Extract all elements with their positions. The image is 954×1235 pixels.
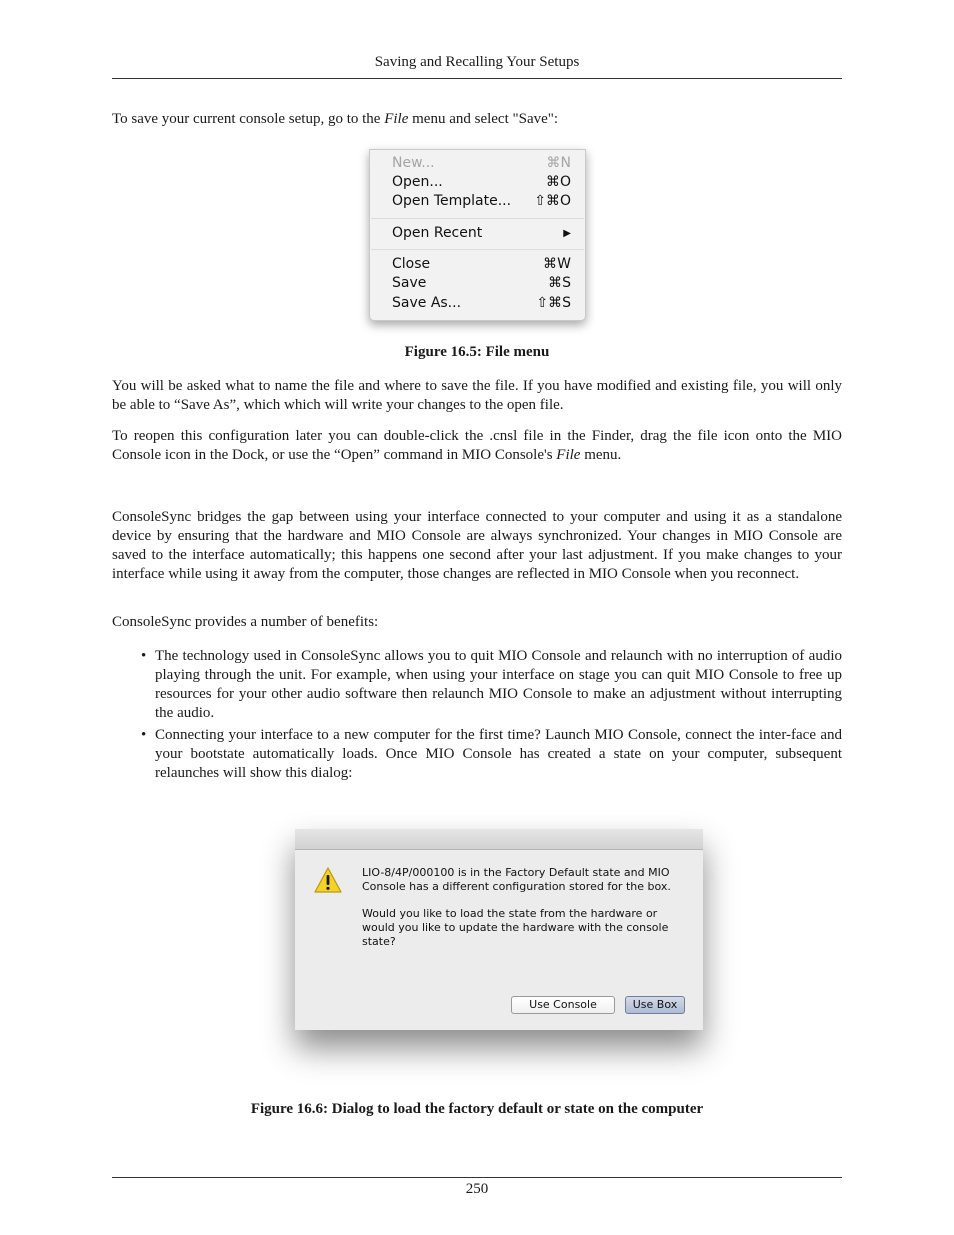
footer-rule xyxy=(112,1177,842,1178)
menu-item-label: Save As... xyxy=(392,295,462,311)
intro-paragraph xyxy=(112,110,842,129)
menu-item-label: Save xyxy=(392,275,427,291)
menu-item-shortcut: ⇧⌘O xyxy=(534,193,571,209)
reopen-file-emphasis: File xyxy=(556,447,581,463)
menu-item-shortcut: ⌘W xyxy=(543,256,571,272)
menu-item-shortcut: ⌘S xyxy=(548,275,571,291)
consolesync-dialog-screenshot xyxy=(295,829,703,1030)
reopen-text-before: To reopen this configuration later you can double-click the .cnsl file in the Finder, drag the file icon onto the MIO Console icon in the Dock, or use the “Open” command in MIO Console's xyxy=(112,428,842,463)
list-item: • Connecting your interface to a new computer for the first time? Launch MIO Console, connect the inter-face and your bootstate automatically loads. Once MIO Console has created a state on your computer, subsequent relaunches will show this dialog: xyxy=(112,726,842,783)
dialog-body xyxy=(295,850,703,1030)
use-box-button[interactable]: Use Box xyxy=(625,996,685,1014)
intro-file-emphasis: File xyxy=(384,111,409,127)
page-number: 250 xyxy=(465,1181,489,1197)
save-as-paragraph: You will be asked what to name the file and where to save the file. If you have modified and existing file, you will only be able to “Save As”, which which will write your changes to the open file. xyxy=(112,378,842,413)
use-console-button[interactable]: Use Console xyxy=(511,996,615,1014)
menu-item-shortcut: ⇧⌘S xyxy=(536,295,571,311)
menu-separator xyxy=(371,249,584,250)
menu-item-open-template[interactable] xyxy=(392,192,571,211)
menu-item-label: Close xyxy=(392,256,431,272)
dialog-question: Would you like to load the state from the hardware or would you like to update the hardware with the console state? xyxy=(362,907,669,948)
intro-text-after: menu and select "Save": xyxy=(408,111,559,127)
submenu-arrow-icon: ▶ xyxy=(563,228,571,239)
menu-item-label: Open... xyxy=(392,174,443,190)
file-menu-screenshot xyxy=(369,149,586,321)
benefits-intro-paragraph: ConsoleSync provides a number of benefits: xyxy=(112,614,379,630)
menu-item-label: Open Template... xyxy=(392,193,512,209)
benefits-list xyxy=(112,647,842,786)
dialog-message: LIO-8/4P/000100 is in the Factory Default state and MIO Console has a different configuration stored for the box. xyxy=(362,866,671,893)
menu-item-open[interactable] xyxy=(392,173,571,192)
warning-icon xyxy=(313,866,343,894)
menu-separator xyxy=(371,218,584,219)
menu-item-save-as[interactable] xyxy=(392,294,571,313)
menu-item-new xyxy=(392,154,571,173)
menu-item-shortcut: ⌘O xyxy=(545,174,571,190)
figure-16-5-caption: Figure 16.5: File menu xyxy=(404,344,550,360)
menu-item-close[interactable] xyxy=(392,255,571,274)
menu-item-save[interactable] xyxy=(392,274,571,293)
figure-16-6-caption: Figure 16.6: Dialog to load the factory default or state on the computer xyxy=(250,1101,704,1117)
menu-item-label: Open Recent xyxy=(392,225,483,241)
intro-text-before: To save your current console setup, go to the xyxy=(112,111,385,127)
consolesync-paragraph: ConsoleSync bridges the gap between using your interface connected to your computer and using it as a standalone device by ensuring that the hardware and MIO Console are always synchronized. Your changes in MIO Console are saved to the interface automatically; this happens one second after your last adjustment. If you make changes to your interface while using it away from the computer, those changes are reflected in MIO Console when you reconnect. xyxy=(112,509,842,582)
dialog-titlebar xyxy=(295,829,703,850)
reopen-paragraph xyxy=(112,427,842,465)
list-item: • The technology used in ConsoleSync allows you to quit MIO Console and relaunch with no interruption of audio playing through the unit. For example, when using your interface on stage you can quit MIO Console to free up resources for your other audio software then relaunch MIO Console to make an adjustment without interrupting the audio. xyxy=(112,647,842,723)
menu-item-shortcut: ⌘N xyxy=(546,155,571,171)
reopen-text-after: menu. xyxy=(580,447,622,463)
running-header-title: Saving and Recalling Your Setups xyxy=(374,54,580,70)
menu-item-label: New... xyxy=(392,155,435,171)
menu-item-open-recent[interactable] xyxy=(392,224,571,243)
header-rule xyxy=(112,78,842,79)
